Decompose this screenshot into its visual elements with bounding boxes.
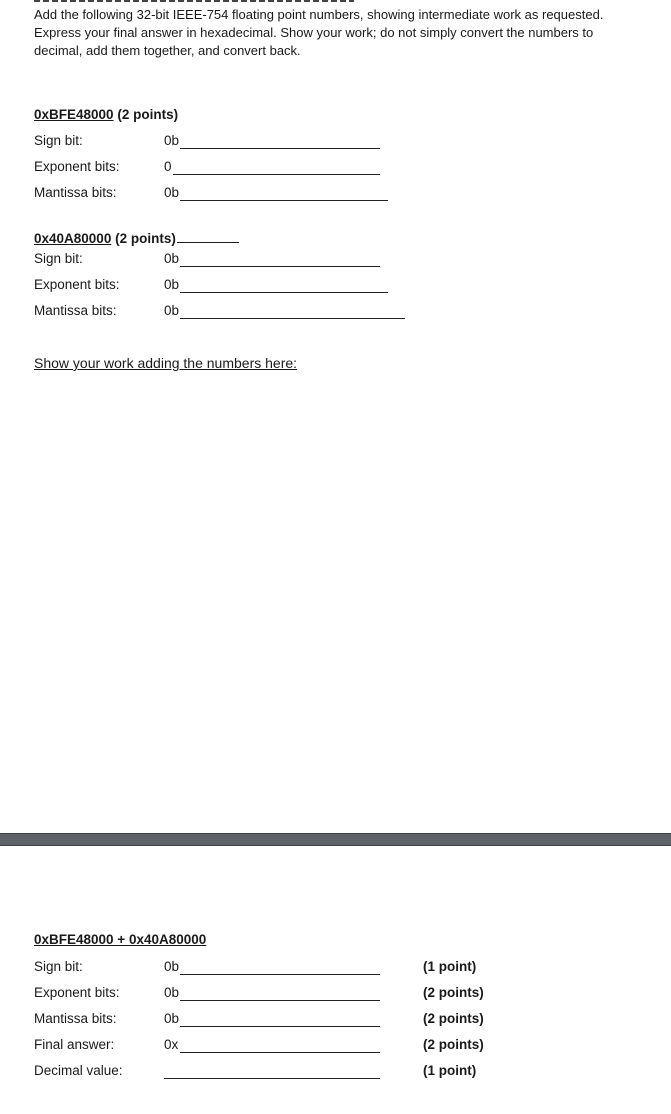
sum-final-answer-prefix: 0x — [164, 1037, 179, 1052]
sum-mantissa-label: Mantissa bits: — [34, 1011, 117, 1026]
number2-points: (2 points) — [115, 231, 176, 246]
sum-sign-prefix: 0b — [164, 959, 180, 974]
number1-exponent-label: Exponent bits: — [34, 159, 120, 174]
number1-mantissa-label: Mantissa bits: — [34, 185, 117, 200]
number1-heading — [34, 107, 178, 122]
sum-exponent-label: Exponent bits: — [34, 985, 120, 1000]
sum-exponent-points: (2 points) — [423, 985, 484, 1000]
number2-heading-line — [177, 242, 239, 243]
sum-heading: 0xBFE48000 + 0x40A80000 — [34, 932, 207, 947]
number1-points: (2 points) — [117, 107, 179, 122]
number2-sign-prefix: 0b — [164, 251, 180, 266]
sum-sign-answer-line[interactable] — [180, 974, 380, 975]
sum-final-answer-label: Final answer: — [34, 1037, 115, 1052]
sum-exponent-answer-line[interactable] — [180, 1000, 380, 1001]
number2-exponent-label: Exponent bits: — [34, 277, 120, 292]
sum-decimal-points: (1 point) — [423, 1063, 477, 1078]
sum-exponent-prefix: 0b — [164, 985, 180, 1000]
number2-mantissa-answer-line[interactable] — [180, 318, 405, 319]
work-area-heading: Show your work adding the numbers here: — [34, 355, 298, 371]
sum-final-answer-line[interactable] — [180, 1052, 380, 1053]
sum-mantissa-answer-line[interactable] — [180, 1026, 380, 1027]
number1-hex: 0xBFE48000 — [34, 107, 114, 122]
number1-sign-prefix: 0b — [164, 133, 180, 148]
number1-sign-answer-line[interactable] — [180, 148, 380, 149]
number2-sign-label: Sign bit: — [34, 251, 83, 266]
number1-mantissa-answer-line[interactable] — [180, 200, 388, 201]
number2-exponent-prefix: 0b — [164, 277, 180, 292]
cropped-title-remnant — [34, 0, 354, 2]
number1-mantissa-prefix: 0b — [164, 185, 180, 200]
page-separator — [0, 833, 671, 846]
sum-decimal-answer-line[interactable] — [164, 1078, 380, 1079]
sum-sign-points: (1 point) — [423, 959, 477, 974]
work-area[interactable] — [34, 380, 634, 820]
number2-exponent-answer-line[interactable] — [180, 292, 388, 293]
sum-mantissa-points: (2 points) — [423, 1011, 484, 1026]
sum-mantissa-prefix: 0b — [164, 1011, 180, 1026]
sum-final-answer-points: (2 points) — [423, 1037, 484, 1052]
number1-sign-label: Sign bit: — [34, 133, 83, 148]
number2-mantissa-label: Mantissa bits: — [34, 303, 117, 318]
number2-sign-answer-line[interactable] — [180, 266, 380, 267]
instructions-paragraph: Add the following 32-bit IEEE-754 floating point numbers, showing intermediate work as requested. Express your final answer in hexadecimal. Show your work; do not simply convert the numbers to decimal, add them together, and convert back. — [34, 7, 604, 58]
number2-hex: 0x40A80000 — [34, 231, 112, 246]
number1-exponent-answer-line[interactable] — [173, 174, 380, 175]
sum-sign-label: Sign bit: — [34, 959, 83, 974]
number2-heading — [34, 231, 239, 246]
number2-mantissa-prefix: 0b — [164, 303, 180, 318]
number1-exponent-prefix: 0 — [164, 159, 172, 174]
sum-decimal-label: Decimal value: — [34, 1063, 123, 1078]
